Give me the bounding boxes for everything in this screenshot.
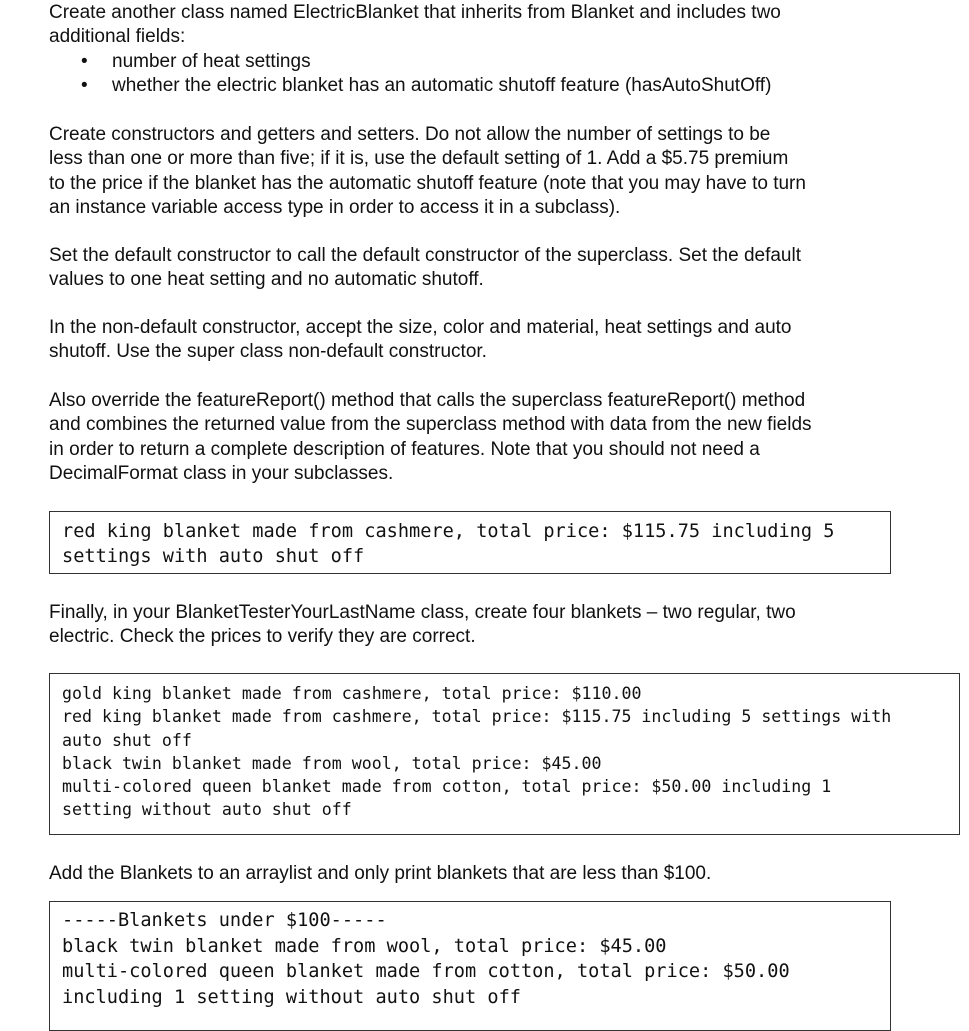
paragraph-finally — [49, 601, 949, 650]
code-line: red king blanket made from cashmere, total price: $115.75 including 5 settings with — [62, 707, 892, 727]
text-line: Add the Blankets to an arraylist and only print blankets that are less than $100. — [49, 863, 712, 884]
bullet-icon: • — [81, 74, 88, 96]
sample-output-box-3 — [49, 901, 891, 1031]
text-line: Create constructors and getters and setters. Do not allow the number of settings to be — [49, 124, 771, 145]
code-line: including 1 setting without auto shut off — [62, 986, 521, 1008]
text-line: to the price if the blanket has the automatic shutoff feature (note that you may have to turn — [49, 172, 806, 194]
code-line: red king blanket made from cashmere, total price: $115.75 including 5 — [62, 521, 835, 542]
code-line: black twin blanket made from wool, total price: $45.00 — [62, 935, 667, 957]
text-line: values to one heat setting and no automatic shutoff. — [49, 269, 484, 291]
code-line: gold king blanket made from cashmere, total price: $110.00 — [62, 684, 642, 703]
code-line: black twin blanket made from wool, total price: $45.00 — [62, 753, 602, 773]
paragraph-constructors — [49, 123, 949, 220]
text-line: DecimalFormat class in your subclasses. — [49, 462, 394, 484]
paragraph-arraylist — [49, 862, 949, 886]
paragraph-nondefault-constructor — [49, 316, 949, 365]
intro-line-2: additional fields: — [49, 26, 186, 48]
list-item — [49, 50, 949, 74]
sample-output-box-2 — [49, 673, 960, 835]
text-line: In the non-default constructor, accept the size, color and material, heat settings and auto — [49, 317, 792, 338]
paragraph-override — [49, 389, 949, 486]
code-line: setting without auto shut off — [62, 800, 352, 820]
text-line: Set the default constructor to call the default constructor of the superclass. Set the default — [49, 245, 801, 266]
bullet-text: number of heat settings — [112, 50, 311, 72]
code-line: settings with auto shut off — [62, 546, 365, 567]
bullet-text: whether the electric blanket has an automatic shutoff feature (hasAutoShutOff) — [112, 74, 772, 96]
sample-output-box-1 — [49, 511, 891, 574]
code-line: multi-colored queen blanket made from cotton, total price: $50.00 including 1 — [62, 777, 832, 797]
code-line: auto shut off — [62, 730, 192, 750]
list-item — [49, 74, 949, 98]
text-line: Also override the featureReport() method that calls the superclass featureReport() method — [49, 390, 806, 411]
text-line: shutoff. Use the super class non-default constructor. — [49, 341, 487, 363]
intro-section — [49, 1, 949, 98]
paragraph-default-constructor — [49, 244, 949, 293]
text-line: less than one or more than five; if it is, use the default setting of 1. Add a $5.75 premium — [49, 148, 789, 170]
code-line: -----Blankets under $100----- — [62, 910, 387, 931]
bullet-icon: • — [81, 50, 88, 72]
text-line: in order to return a complete description of features. Note that you should not need a — [49, 438, 760, 460]
text-line: Finally, in your BlanketTesterYourLastName class, create four blankets – two regular, two — [49, 602, 796, 623]
text-line: an instance variable access type in order to access it in a subclass). — [49, 196, 621, 218]
text-line: electric. Check the prices to verify they are correct. — [49, 626, 476, 648]
field-list — [49, 50, 949, 99]
text-line: and combines the returned value from the superclass method with data from the new fields — [49, 414, 812, 436]
intro-line-1: Create another class named ElectricBlanket that inherits from Blanket and includes two — [49, 2, 781, 23]
code-line: multi-colored queen blanket made from cotton, total price: $50.00 — [62, 961, 790, 982]
